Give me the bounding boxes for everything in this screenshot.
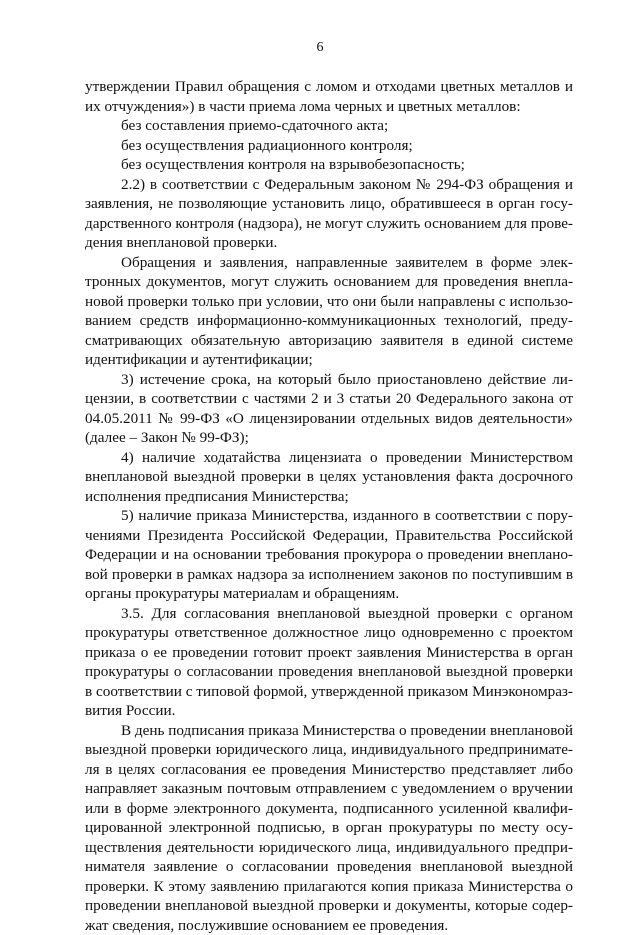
- text-line: новой проверки только при условии, что они были направлены с использо-: [85, 292, 573, 312]
- text-line: идентификации и аутентификации;: [85, 350, 573, 370]
- text-line: выездной проверки юридического лица, индивидуального предпринимате-: [85, 740, 573, 760]
- text-line: чениями Президента Российской Федерации, Правительства Российской: [85, 526, 573, 546]
- text-line: дения внеплановой проверки.: [85, 233, 573, 253]
- text-line: ванием средств информационно-коммуникационных технологий, преду-: [85, 311, 573, 331]
- text-line: внеплановой выездной проверки в целях установления факта досрочного: [85, 467, 573, 487]
- text-line: дарственного контроля (надзора), не могут служить основанием для прове-: [85, 214, 573, 234]
- text-line: В день подписания приказа Министерства о проведении внеплановой: [85, 721, 573, 741]
- text-line: Федерации и на основании требования прокурора о проведении внеплано-: [85, 545, 573, 565]
- text-line: нимателя заявление о согласовании проведения внеплановой выездной: [85, 857, 573, 877]
- text-line: исполнения предписания Министерства;: [85, 487, 573, 507]
- text-line: заявления, не позволяющие установить лицо, обратившееся в орган госу-: [85, 194, 573, 214]
- text-line: 2.2) в соответствии с Федеральным законом № 294-ФЗ обращения и: [85, 175, 573, 195]
- text-line: направляет заказным почтовым отправлением с уведомлением о вручении: [85, 779, 573, 799]
- text-line: без осуществления контроля на взрывобезопасность;: [85, 155, 573, 175]
- text-line: проверки. К этому заявлению прилагаются копия приказа Министерства о: [85, 877, 573, 897]
- text-line: 3) истечение срока, на который было приостановлено действие ли-: [85, 370, 573, 390]
- text-line: сматривающих обязательную авторизацию заявителя в единой системе: [85, 331, 573, 351]
- text-line: ществления деятельности юридического лица, индивидуального предпри-: [85, 838, 573, 858]
- text-line: или в форме электронного документа, подписанного усиленной квалифи-: [85, 799, 573, 819]
- text-line: утверждении Правил обращения с ломом и отходами цветных металлов и: [85, 77, 573, 97]
- text-line: 5) наличие приказа Министерства, изданного в соответствии с пору-: [85, 506, 573, 526]
- text-line: органы прокуратуры материалам и обращениям.: [85, 584, 573, 604]
- text-line: вой проверки в рамках надзора за исполнением законов по поступившим в: [85, 565, 573, 585]
- text-line: проведении внеплановой выездной проверки и документы, которые содер-: [85, 896, 573, 916]
- text-line: их отчуждения») в части приема лома черных и цветных металлов:: [85, 97, 573, 117]
- page-number: 6: [0, 40, 640, 56]
- text-line: (далее – Закон № 99-ФЗ);: [85, 428, 573, 448]
- text-line: ля в целях согласования ее проведения Министерство представляет либо: [85, 760, 573, 780]
- text-line: 3.5. Для согласования внеплановой выездной проверки с органом: [85, 604, 573, 624]
- text-line: жат сведения, послужившие основанием ее проведения.: [85, 916, 573, 935]
- text-line: приказа о ее проведении готовит проект заявления Министерства в орган: [85, 643, 573, 663]
- text-line: цированной электронной подписью, в орган прокуратуры по месту осу-: [85, 818, 573, 838]
- text-line: прокуратуры о согласовании проведения внеплановой выездной проверки: [85, 662, 573, 682]
- text-line: в соответствии с типовой формой, утвержденной приказом Минэкономраз-: [85, 682, 573, 702]
- text-line: тронных документов, могут служить основанием для проведения внепла-: [85, 272, 573, 292]
- document-body: [85, 77, 573, 935]
- text-line: 04.05.2011 № 99-ФЗ «О лицензировании отдельных видов деятельности»: [85, 409, 573, 429]
- text-line: без осуществления радиационного контроля;: [85, 136, 573, 156]
- text-line: прокуратуры ответственное должностное лицо одновременно с проектом: [85, 623, 573, 643]
- text-line: цензии, в соответствии с частями 2 и 3 статьи 20 Федерального закона от: [85, 389, 573, 409]
- text-line: Обращения и заявления, направленные заявителем в форме элек-: [85, 253, 573, 273]
- text-line: без составления приемо-сдаточного акта;: [85, 116, 573, 136]
- text-line: вития России.: [85, 701, 573, 721]
- text-line: 4) наличие ходатайства лицензиата о проведении Министерством: [85, 448, 573, 468]
